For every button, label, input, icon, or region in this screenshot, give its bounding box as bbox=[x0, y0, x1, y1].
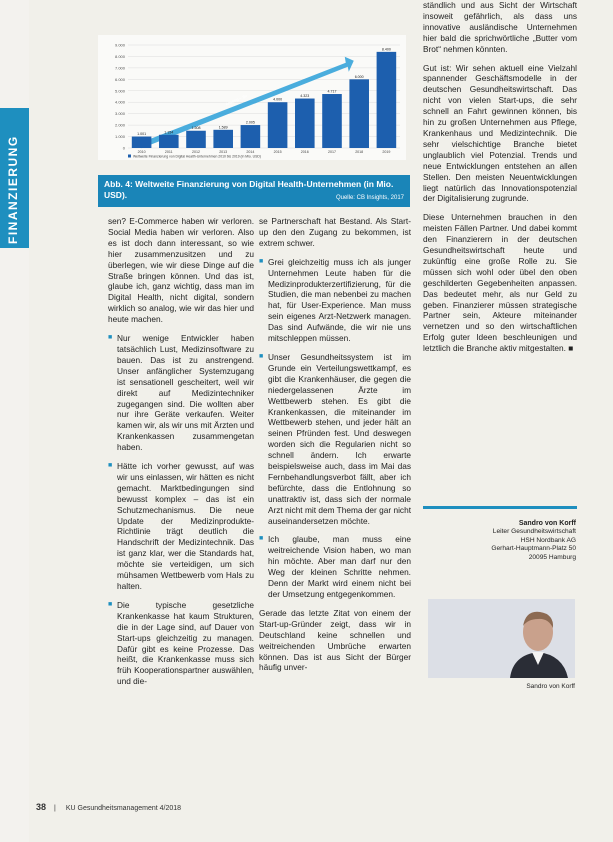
paragraph: Gerade das letzte Zitat von einem der Start-up-Gründer zeigt, dass wir in Deutschland keine schnellen und weitreichenden Umbrüche erwarten können. Das ist aus Sicht der Bürger häufig unver- bbox=[259, 607, 411, 673]
author-name: Sandro von Korff bbox=[518, 520, 576, 527]
bullet-paragraph: ■ Hätte ich vorher gewusst, auf was wir uns einlassen, wir hätten es nicht gemacht. Marktbedingungen sind bewusst komplex – das ist ein Schutzmechanismus. Die neue Update der Medizinprodukte-Richtlinie trägt deutlich die Handschrift der Medizintechnik. Das ist ganz klar, wer die Standards hat, möchte sie verteidigen, um sich mühsamen Wettbewerb vom Hals zu halten. bbox=[108, 461, 254, 592]
bar-value-label: 4.717 bbox=[327, 89, 337, 94]
bar bbox=[322, 94, 342, 148]
footer-separator: | bbox=[54, 805, 56, 812]
y-tick-label: 8.000 bbox=[114, 53, 125, 59]
section-label: FINANZIERUNG bbox=[6, 135, 20, 244]
y-tick-label: 6.000 bbox=[114, 76, 125, 82]
figure-caption bbox=[98, 175, 410, 207]
bar bbox=[186, 131, 206, 148]
bar-value-label: 1.508 bbox=[191, 126, 201, 131]
y-tick-label: 9.000 bbox=[114, 42, 125, 48]
author-box bbox=[423, 520, 576, 562]
paragraph: Gut ist: Wir sehen aktuell eine Vielzahl spannender Geschäftsmodelle in der deutschen Gesundheitswirtschaft. Das nicht von vielen Start-ups, die sehr schnell an Fahrt gewinnen können, bis hin zu großen Unternehmen aus Pflege, Krankenhaus und Medizintechnik. Die sehr vielschichtige Branche bietet unglaublich viel Potenzial. Trends und neue Entwicklungen entstehen an allen Stellen. Den meisten Neuentwicklungen liegt natürlich das Innovationspotenzial der Digitalisierung zugrunde. bbox=[423, 62, 577, 204]
text-column-1 bbox=[108, 216, 254, 695]
bar bbox=[132, 137, 152, 148]
bar-value-label: 4.000 bbox=[273, 97, 283, 102]
text-column-3 bbox=[423, 0, 577, 362]
x-tick-label: 2012 bbox=[192, 150, 200, 154]
x-tick-label: 2017 bbox=[328, 150, 336, 154]
page-number: 38 bbox=[36, 802, 47, 812]
x-tick-label: 2016 bbox=[300, 150, 309, 154]
bar-value-label: 4.323 bbox=[300, 94, 310, 99]
bar bbox=[295, 99, 315, 148]
figure-source: Quelle: CB Insights, 2017 bbox=[335, 195, 404, 201]
x-tick-label: 2014 bbox=[246, 150, 255, 154]
bullet-paragraph: ■ Nur wenige Entwickler haben tatsächlich Lust, Medizinsoftware zu bauen. Das ist zu anstrengend. Unser anfänglicher Systemzugang ist sensationell gescheitert, weil wir direkt auf Medizintechniker zugegangen sind. Die wollten aber nur ihre Geräte verkaufen. Weiter kamen wir, als wir uns mit Ärzten und Krankenkassen zusammengetan haben. bbox=[108, 333, 254, 453]
paragraph: Diese Unternehmen brauchen in den meisten Fällen Partner. Und dabei kommt den Finanzierern in der deutschen Gesundheitswirtschaft heute und zukünftig eine große Rolle zu. Sie müssen sich wohl oder übel den oben geschilderten Gegebenheiten anpassen. Das bedeutet mehr, als nur Geld zu geben. Finanzierer müssen strategische Partner sein, Akteure miteinander vernetzen und so den wirtschaftlichen Erfolg guter Ideen beschleunigen und letztlich die Branche aktiv mitgestalten. ■ bbox=[423, 212, 577, 354]
portrait-image bbox=[428, 599, 575, 678]
x-tick-label: 2015 bbox=[273, 150, 282, 154]
bullet-paragraph: ■ Die typische gesetzliche Krankenkasse hat kaum Strukturen, die in der Lage sind, auf Dauer von Start-ups gleichzeitig zu managen. Dafür gibt es keine Prozesse. Das heißt, die Krankenkasse muss sich früh Kooperationspartner auswählen, und die- bbox=[108, 600, 254, 687]
x-tick-label: 2019 bbox=[382, 150, 391, 154]
bar-value-label: 1.154 bbox=[164, 130, 174, 135]
photo-caption: Sandro von Korff bbox=[526, 683, 575, 690]
bullet-paragraph: ■ Ich glaube, man muss eine weitreichende Vision haben, wo man hin möchte. Aber man darf nur den Weg der kleinen Schritte nehmen. Denn der Markt wird einem nicht bei der Umsetzung entgegenkommen. bbox=[259, 534, 411, 599]
paragraph: ständlich und aus Sicht der Wirtschaft insoweit gefährlich, als dass uns innovative ausländische Unternehmen hier bald die sprichwörtliche „Butter vom Brot“ nehmen könnten. bbox=[423, 0, 577, 54]
author-city: 20095 Hamburg bbox=[528, 553, 576, 561]
author-role: Leiter Gesundheitswirtschaft bbox=[492, 528, 576, 536]
funding-bar-chart bbox=[98, 35, 406, 160]
y-tick-label: 0 bbox=[122, 145, 125, 151]
x-tick-label: 2010 bbox=[137, 150, 146, 154]
arrow-label: Anstieg ~ 8x bbox=[224, 93, 248, 107]
bar bbox=[268, 102, 288, 148]
y-tick-label: 2.000 bbox=[114, 122, 125, 128]
text-column-2 bbox=[259, 216, 411, 681]
legend-swatch bbox=[128, 155, 131, 158]
bar bbox=[349, 79, 369, 148]
bullet-paragraph: ■ Grei gleichzeitig muss ich als junger Unternehmen Leute haben für die Medizinprodukterzertifizierung, für die Studien, die man nebenbei zu machen hat, für User-Experience. Man muss sein eigenes Arzt-Netzwerk managen. Das sind Aufwände, die wir nie uns mitschleppen müssen. bbox=[259, 257, 411, 344]
bar bbox=[159, 135, 179, 148]
legend-label: Weltweite Finanzierung von Digital Health-Unternehmen 2010 bis 2019 (in Mio. USD) bbox=[133, 154, 261, 159]
author-divider bbox=[423, 506, 577, 509]
author-street: Gerhart-Hauptmann-Platz 50 bbox=[491, 545, 576, 553]
page-footer bbox=[36, 802, 181, 812]
paragraph: se Partnerschaft hat Bestand. Als Start-up den den Zugang zu bekommen, ist extrem schwer. bbox=[259, 216, 411, 248]
y-tick-label: 7.000 bbox=[114, 65, 125, 71]
bar bbox=[241, 125, 261, 148]
bar-value-label: 1.589 bbox=[218, 125, 228, 130]
chart-canvas bbox=[98, 35, 406, 160]
paragraph: sen? E-Commerce haben wir verloren. Social Media haben wir verloren. Also es ist doch dann interessant, so wie hier zusammenzusitzen und zu überlegen, wie wir diese Dinge auf die Straße bringen können. Und das ist, glaube ich, ganz wichtig, dass man im Digital Health, nicht digital, sondern wirklich so analog, wie wir das hier und heute machen. bbox=[108, 216, 254, 325]
y-tick-label: 1.000 bbox=[114, 134, 125, 140]
author-photo bbox=[428, 599, 575, 678]
bar-value-label: 6.000 bbox=[354, 74, 364, 79]
y-tick-label: 4.000 bbox=[114, 99, 125, 105]
author-company: HSH Nordbank AG bbox=[520, 536, 576, 544]
bar bbox=[377, 52, 397, 148]
bar-value-label: 8.400 bbox=[381, 47, 391, 52]
x-tick-label: 2013 bbox=[219, 150, 228, 154]
figure-caption-text: Abb. 4: Weltweite Finanzierung von Digital Health-Unternehmen (in Mio. USD). bbox=[104, 179, 394, 200]
y-tick-label: 5.000 bbox=[114, 88, 125, 94]
bar bbox=[213, 130, 233, 148]
sidebar bbox=[0, 0, 29, 842]
y-tick-label: 3.000 bbox=[114, 111, 125, 117]
bar-value-label: 2.005 bbox=[245, 120, 255, 125]
bar-value-label: 1.001 bbox=[137, 132, 147, 137]
x-tick-label: 2011 bbox=[164, 150, 173, 154]
journal-name: KU Gesundheitsmanagement 4/2018 bbox=[65, 805, 182, 812]
x-tick-label: 2018 bbox=[355, 150, 364, 154]
bullet-paragraph: ■ Unser Gesundheitssystem ist im Grunde ein Verteilungswettkampf, es gibt die Krankenhäuser, die gegen die niedergelassenen Ärzte im Wettbewerb stehen. Es gibt die Krankenkassen, die miteinander im Wettbewerb stehen, und jeder hält an seinen Pfründen fest. Und deswegen worden sich die Regularien nicht so schnell ändern. Ich erwarte beispielsweise auch, dass im Mai das Fernbehandlungsverbot fällt, aber ich befürchte, dass die Entlohnung so unattraktiv ist, dass sich der normale Arzt nicht mit dem Thema der gar nicht auseinandersetzen möchte. bbox=[259, 352, 411, 527]
